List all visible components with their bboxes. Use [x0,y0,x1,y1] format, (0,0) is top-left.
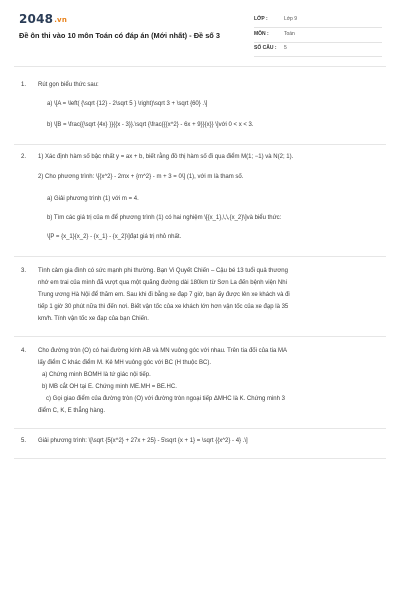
divider [14,256,386,257]
question-number: 4. [21,348,27,354]
question-part: a) Giải phương trình (1) với m = 4. [47,196,139,202]
question-text: Cho đường tròn (O) có hai đường kính AB và MN vuông góc với nhau. Trên tia đối của tia MA [38,348,287,354]
question-text: Tình cảm gia đình có sức mạnh phi thường. Bạn Vi Quyết Chiến – Cậu bé 13 tuổi quả thương [38,268,288,274]
meta-value: Lớp 9 [284,16,298,22]
divider [14,428,386,429]
meta-label: SỐ CÂU : [254,45,277,51]
question-part: a) Chứng minh BOMH là tứ giác nội tiếp. [42,372,151,378]
question-text: tiếp 1 giờ 30 phút nữa thì đến nơi. Biết vận tốc của xe khách lớn hơn vận tốc của xe đạp là 35 [38,304,289,310]
question-part: b) Tìm các giá trị của m để phương trình (1) có hai nghiệm \[{x_1},\,\,{x_2}\]và biểu thức: [47,215,282,221]
meta-label: LỚP : [254,16,268,22]
question-part: c) Gọi giao điểm của đường tròn (O) với đường tròn ngoại tiếp ΔMHC là K. Chứng minh 3 [46,396,285,402]
question-text: 2) Cho phương trình: \[{x^2} - 2mx + {m^2} - m + 3 = 0\] (1), với m là tham số. [38,174,244,180]
header [0,0,400,62]
question-text: điểm C, K, E thẳng hàng. [38,408,106,414]
logo-suffix: .vn [54,16,68,24]
question-number: 2. [21,154,27,160]
meta-value: Toán [284,31,295,37]
meta-grade [254,14,382,28]
divider [14,144,386,145]
question-number: 1. [21,82,27,88]
question-part: a) \[A = \left( {\sqrt {12} - 2\sqrt 5 } \right)\sqrt 3 + \sqrt {60} .\] [47,101,208,107]
question-part: \[P = {x_1}{x_2} - {x_1} - {x_2}\]đạt giá trị nhỏ nhất. [47,234,182,240]
divider [14,458,386,459]
question-text: lấy điểm C khác điểm M. Kẻ MH vuông góc với BC (H thuộc BC). [38,360,211,366]
meta-label: MÔN : [254,31,269,37]
meta-question-count [254,43,382,57]
divider [14,66,386,67]
divider [14,336,386,337]
question-text: km/h. Tính vận tốc xe đạp của bạn Chiến. [38,316,149,322]
meta-subject [254,29,382,43]
question-number: 5. [21,438,27,444]
question-number: 3. [21,268,27,274]
question-part: b) \[B = \frac{{\sqrt {4x} }}{{x - 3}}.\sqrt {\frac{{{x^2} - 6x + 9}}{x}} \]với 0 < x < 3. [47,122,254,128]
question-text: Rút gọn biểu thức sau: [38,82,99,88]
question-text: 1) Xác định hàm số bậc nhất y = ax + b, biết rằng đồ thị hàm số đi qua điểm M(1; −1) và N(2; 1). [38,154,294,160]
logo-main: 2048 [19,12,54,26]
site-logo[interactable] [19,12,67,26]
question-text: Trung ương Hà Nội để thăm em. Sau khi đi bằng xe đạp 7 giờ, bạn ấy được lên xe khách và đi [38,292,290,298]
page-title: Đề ôn thi vào 10 môn Toán có đáp án (Mới nhất) - Đề số 3 [19,31,220,40]
question-part: b) MB cắt OH tại E. Chứng minh ME.MH = BE.HC. [42,384,177,390]
meta-value: 5 [284,45,287,51]
question-text: nhớ em trai của mình đã vượt qua một quãng đường dài 180km từ Sơn La đến bệnh viện Nhi [38,280,287,286]
question-text: Giải phương trình: \[\sqrt {5{x^2} + 27x + 25} - 5\sqrt {x + 1} = \sqrt {{x^2} - 4} .\] [38,438,248,444]
